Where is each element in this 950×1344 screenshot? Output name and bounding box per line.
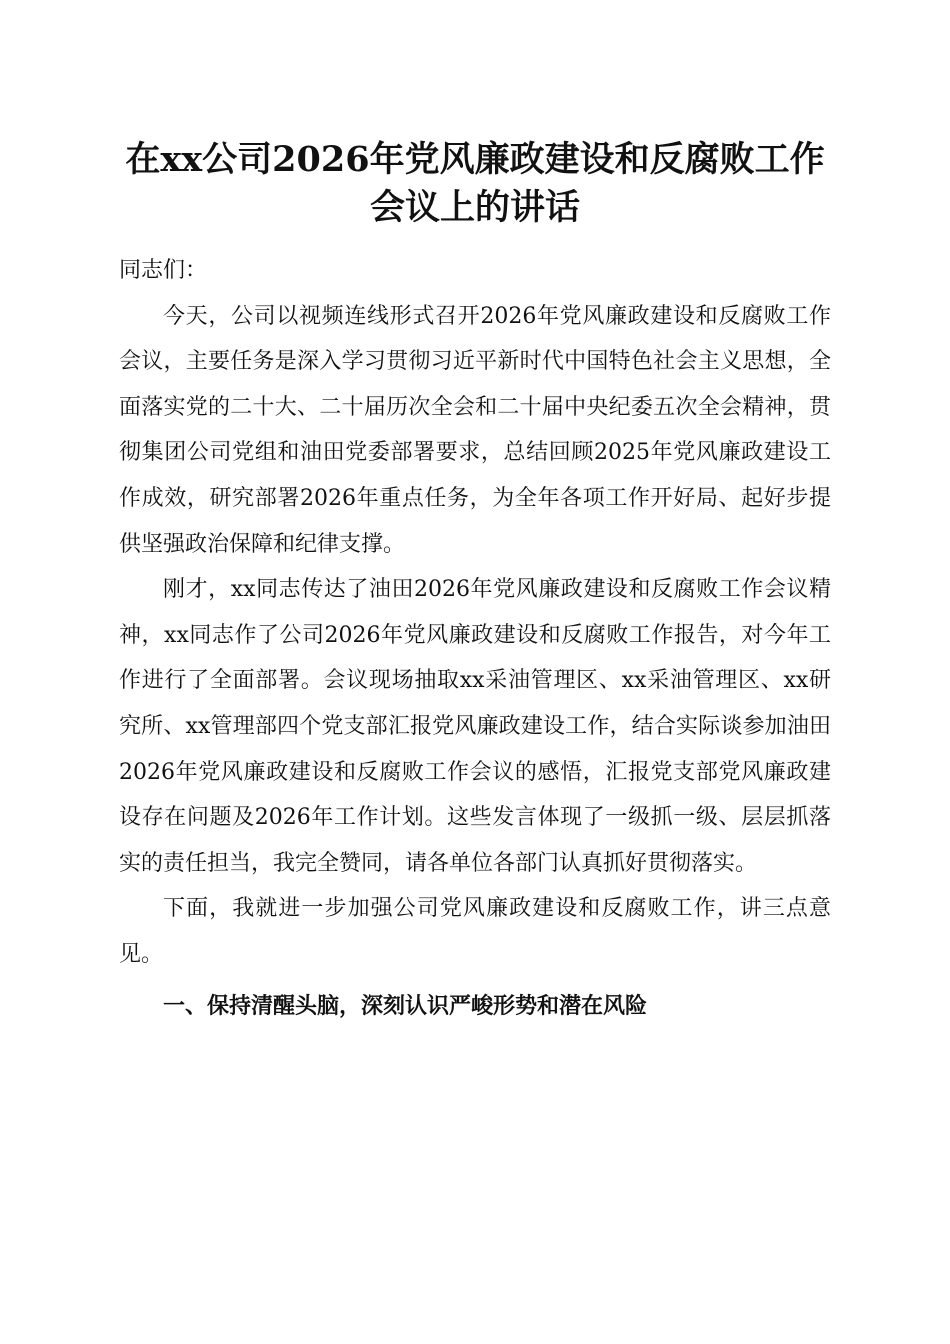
title-line-2: 会议上的讲话 bbox=[369, 187, 580, 228]
document-body bbox=[119, 248, 831, 1029]
title-line-1: 在xx公司2026年党风廉政建设和反腐败工作 bbox=[125, 139, 825, 180]
section-heading-1: 一、保持清醒头脑，深刻认识严峻形势和潜在风险 bbox=[163, 993, 648, 1019]
paragraph-transition: 下面，我就进一步加强公司党风廉政建设和反腐败工作，讲三点意见。 bbox=[119, 896, 831, 967]
salutation: 同志们： bbox=[119, 258, 208, 283]
paragraph-opening: 今天，公司以视频连线形式召开2026年党风廉政建设和反腐败工作会议，主要任务是深入学习贯彻习近平新时代中国特色社会主义思想，全面落实党的二十大、二十届历次全会和二十届中央纪委五次全会精神，贯彻集团公司党组和油田党委部署要求，总结回顾2025年党风廉政建设工作成效，研究部署2026年重点任务，为全年各项工作开好局、起好步提供坚强政治保障和纪律支撑。 bbox=[119, 303, 831, 557]
document-title bbox=[110, 136, 840, 232]
paragraph-review: 刚才，xx同志传达了油田2026年党风廉政建设和反腐败工作会议精神，xx同志作了公司2026年党风廉政建设和反腐败工作报告，对今年工作进行了全面部署。会议现场抽取xx采油管理区、xx采油管理区、xx研究所、xx管理部四个党支部汇报党风廉政建设工作，结合实际谈参加油田2026年党风廉政建设和反腐败工作会议的感悟，汇报党支部党风廉政建设存在问题及2026年工作计划。这些发言体现了一级抓一级、层层抓落实的责任担当，我完全赞同，请各单位各部门认真抓好贯彻落实。 bbox=[119, 577, 831, 876]
